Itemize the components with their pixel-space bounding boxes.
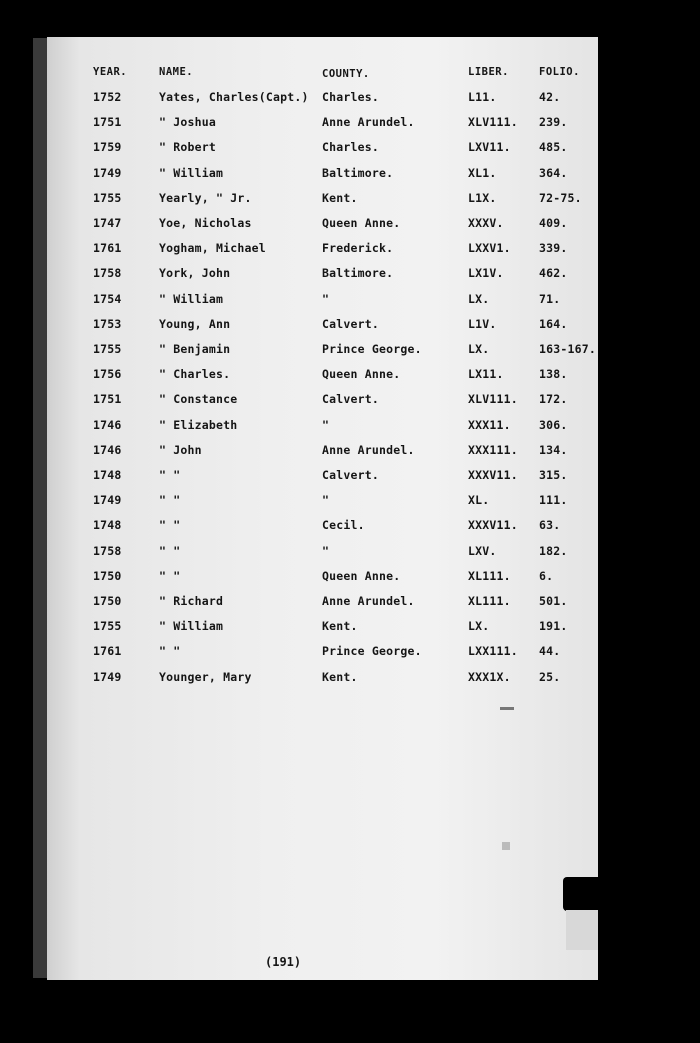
header-name: NAME. [159, 66, 194, 78]
cell-year: 1758 [93, 543, 122, 558]
cell-name: " " [159, 543, 181, 558]
cell-year: 1749 [93, 493, 122, 508]
cell-county: Calvert. [322, 392, 379, 407]
cell-liber: XXX111. [468, 442, 518, 457]
document-page [47, 37, 598, 980]
cell-folio: 191. [539, 619, 568, 634]
header-folio: FOLIO. [539, 66, 580, 78]
header-county: COUNTY. [322, 68, 370, 80]
cell-name: " " [159, 644, 181, 659]
cell-name: " William [159, 165, 224, 180]
cell-name: " Constance [159, 392, 238, 407]
cell-year: 1746 [93, 442, 122, 457]
cell-liber: LX. [468, 619, 490, 634]
cell-year: 1754 [93, 291, 122, 306]
cell-year: 1749 [93, 669, 122, 684]
cell-folio: 6. [539, 568, 554, 583]
cell-county: Anne Arundel. [322, 594, 415, 608]
cell-year: 1746 [93, 417, 122, 432]
cell-liber: LX. [468, 291, 490, 306]
cell-liber: LXXV1. [468, 241, 511, 256]
cell-name: " Charles. [159, 367, 231, 382]
scan-speck [502, 842, 510, 850]
cell-liber: LX. [468, 342, 490, 356]
cell-folio: 182. [539, 543, 568, 558]
cell-name: " Joshua [159, 115, 216, 130]
cell-folio: 72-75. [539, 190, 582, 205]
cell-liber: XXXV11. [468, 468, 518, 482]
cell-county: " [322, 543, 330, 558]
cell-liber: XXXV11. [468, 518, 518, 533]
cell-name: Young, Ann [159, 316, 231, 331]
cell-folio: 485. [539, 140, 568, 155]
cell-county: Kent. [322, 190, 358, 205]
cell-folio: 44. [539, 644, 561, 659]
cell-liber: XXX11. [468, 417, 511, 432]
cell-name: Yogham, Michael [159, 241, 266, 256]
header-year: YEAR. [93, 66, 128, 78]
cell-year: 1751 [93, 115, 122, 130]
cell-year: 1755 [93, 619, 122, 634]
cell-folio: 164. [539, 316, 568, 331]
cell-name: Yates, Charles(Capt.) [159, 90, 309, 104]
cell-folio: 501. [539, 594, 568, 608]
cell-year: 1750 [93, 594, 122, 608]
cell-county: " [322, 493, 330, 508]
cell-county: Queen Anne. [322, 367, 401, 382]
cell-liber: LXV11. [468, 140, 511, 155]
cell-year: 1761 [93, 644, 122, 659]
cell-county: Prince George. [322, 644, 422, 659]
cell-name: " William [159, 291, 224, 306]
cell-liber: XLV111. [468, 392, 518, 407]
cell-name: " Elizabeth [159, 417, 238, 432]
cell-liber: L1V. [468, 316, 497, 331]
cell-county: Anne Arundel. [322, 442, 415, 457]
cell-county: Cecil. [322, 518, 365, 533]
cell-county: " [322, 417, 330, 432]
film-tab [563, 877, 600, 911]
cell-county: Anne Arundel. [322, 115, 415, 130]
cell-folio: 462. [539, 266, 568, 281]
cell-liber: XL1. [468, 165, 497, 180]
cell-county: Baltimore. [322, 165, 394, 180]
cell-name: " Richard [159, 594, 224, 608]
cell-folio: 111. [539, 493, 568, 508]
cell-name: " " [159, 493, 181, 508]
film-tab-shadow [566, 910, 598, 950]
cell-county: Baltimore. [322, 266, 394, 281]
cell-county: Queen Anne. [322, 568, 401, 583]
film-edge [33, 38, 47, 978]
cell-year: 1761 [93, 241, 122, 256]
cell-folio: 409. [539, 216, 568, 230]
cell-folio: 63. [539, 518, 561, 533]
cell-liber: XL111. [468, 594, 511, 608]
cell-folio: 239. [539, 115, 568, 130]
cell-folio: 163-167. [539, 342, 596, 356]
cell-name: " " [159, 518, 181, 533]
cell-year: 1748 [93, 518, 122, 533]
cell-year: 1755 [93, 190, 122, 205]
cell-county: Prince George. [322, 342, 422, 356]
cell-year: 1756 [93, 367, 122, 382]
cell-county: Charles. [322, 140, 379, 155]
cell-year: 1749 [93, 165, 122, 180]
scan-speck [500, 707, 514, 710]
cell-name: Younger, Mary [159, 669, 252, 684]
cell-liber: LXV. [468, 543, 497, 558]
cell-year: 1747 [93, 216, 122, 230]
cell-year: 1751 [93, 392, 122, 407]
cell-name: York, John [159, 266, 231, 281]
cell-year: 1759 [93, 140, 122, 155]
cell-folio: 134. [539, 442, 568, 457]
cell-county: " [322, 291, 330, 306]
cell-liber: L1X. [468, 190, 497, 205]
cell-liber: XLV111. [468, 115, 518, 130]
cell-year: 1750 [93, 568, 122, 583]
cell-folio: 339. [539, 241, 568, 256]
cell-folio: 306. [539, 417, 568, 432]
cell-year: 1748 [93, 468, 122, 482]
cell-liber: XL. [468, 493, 490, 508]
cell-name: " Benjamin [159, 342, 231, 356]
cell-year: 1755 [93, 342, 122, 356]
cell-name: " Robert [159, 140, 216, 155]
cell-name: Yoe, Nicholas [159, 216, 252, 230]
cell-county: Queen Anne. [322, 216, 401, 230]
cell-county: Charles. [322, 90, 379, 104]
cell-county: Kent. [322, 669, 358, 684]
cell-year: 1753 [93, 316, 122, 331]
cell-year: 1752 [93, 90, 122, 104]
cell-liber: LXX111. [468, 644, 518, 659]
cell-folio: 315. [539, 468, 568, 482]
cell-name: " " [159, 568, 181, 583]
cell-year: 1758 [93, 266, 122, 281]
cell-folio: 138. [539, 367, 568, 382]
cell-liber: L11. [468, 90, 497, 104]
cell-name: " John [159, 442, 202, 457]
cell-name: " " [159, 468, 181, 482]
cell-county: Kent. [322, 619, 358, 634]
cell-liber: XXXV. [468, 216, 504, 230]
cell-liber: XL111. [468, 568, 511, 583]
cell-county: Frederick. [322, 241, 394, 256]
page-number: (191) [265, 955, 302, 969]
cell-county: Calvert. [322, 468, 379, 482]
cell-folio: 71. [539, 291, 561, 306]
cell-folio: 172. [539, 392, 568, 407]
cell-liber: XXX1X. [468, 669, 511, 684]
cell-folio: 364. [539, 165, 568, 180]
cell-name: Yearly, " Jr. [159, 190, 252, 205]
cell-folio: 25. [539, 669, 561, 684]
cell-liber: LX11. [468, 367, 504, 382]
cell-folio: 42. [539, 90, 561, 104]
cell-county: Calvert. [322, 316, 379, 331]
header-liber: LIBER. [468, 66, 509, 78]
cell-name: " William [159, 619, 224, 634]
cell-liber: LX1V. [468, 266, 504, 281]
